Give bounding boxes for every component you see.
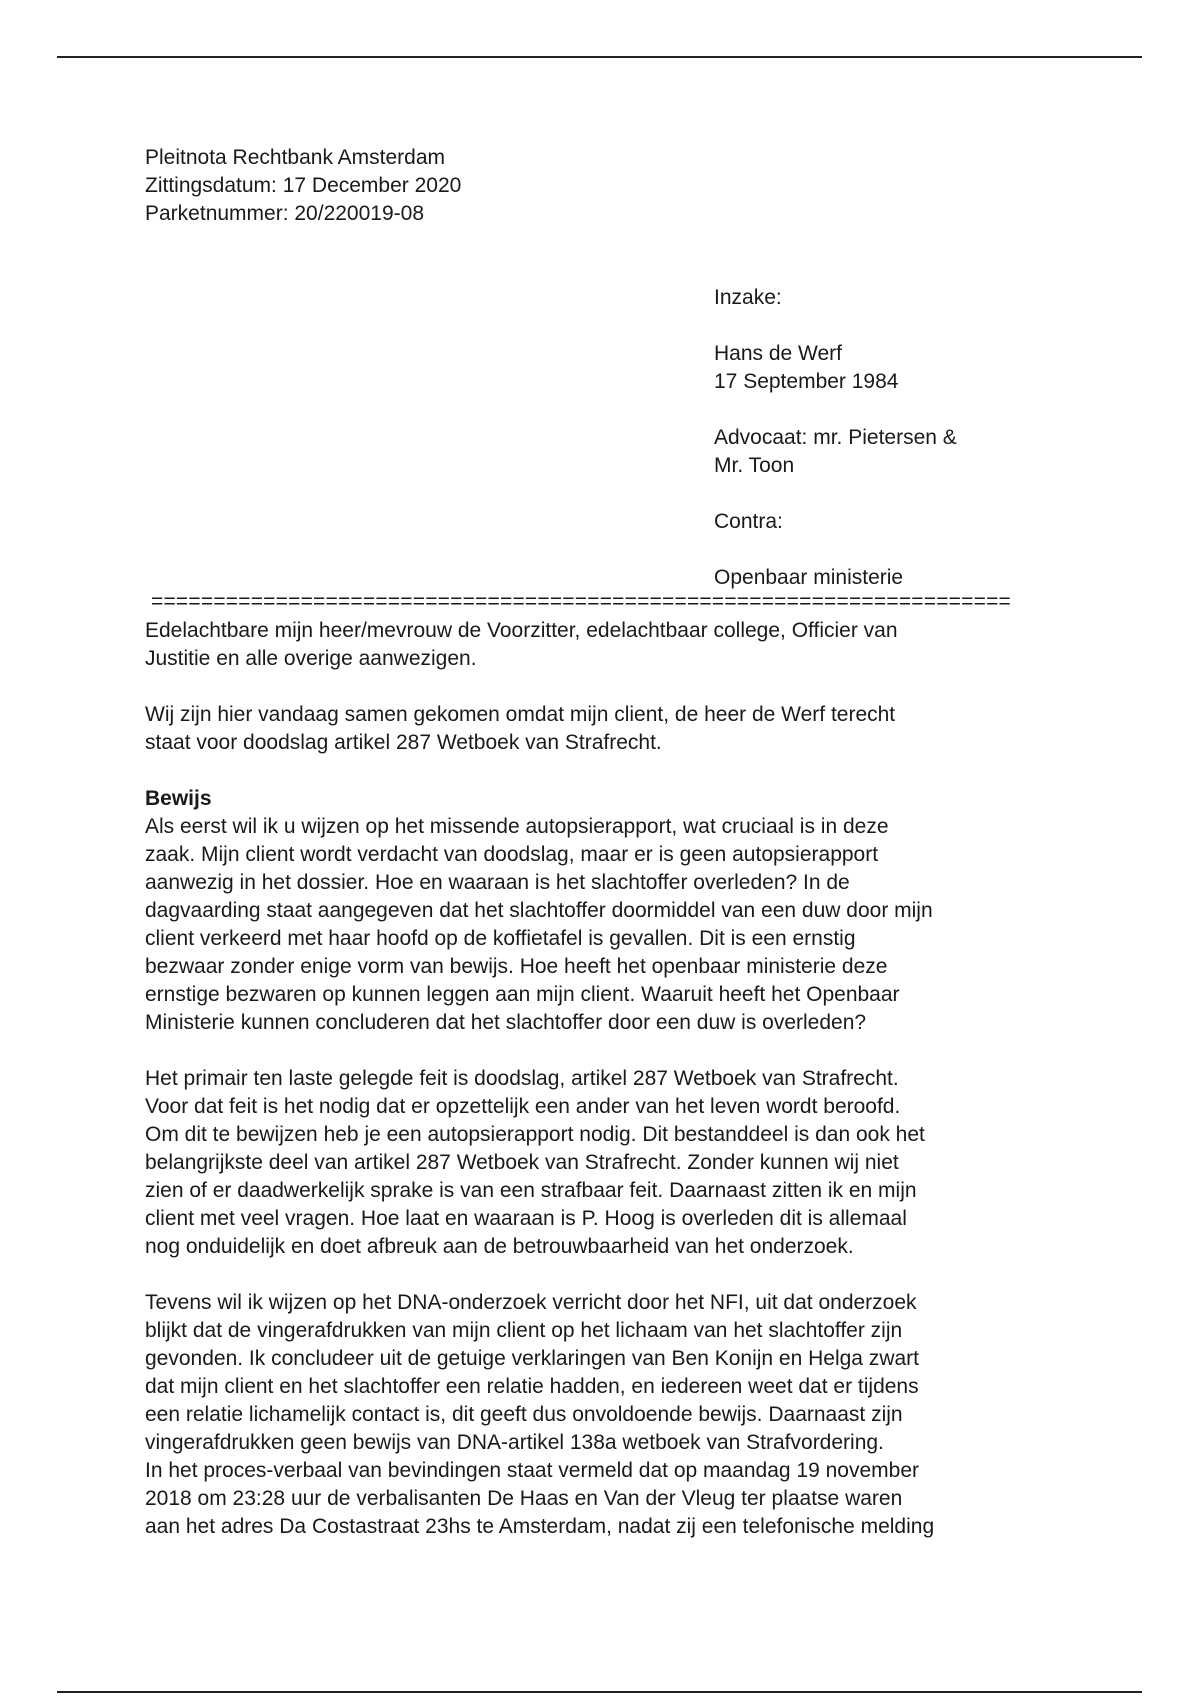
hearing-date: Zittingsdatum: 17 December 2020 bbox=[145, 174, 462, 197]
paragraph-dna: Tevens wil ik wijzen op het DNA-onderzoek verricht door het NFI, uit dat onderzoek blijkt dat de vingerafdrukken van mijn client op het lichaam van het slachtoffer zijn gevonden. Ik concludeer uit de getuige verklaringen van Ben Konijn en Helga zwart dat mijn client en het slachtoffer een relatie hadden, en iedereen weet dat er tijdens een relatie lichamelijk contact is, dit geeft dus onvoldoende bewijs. Daarnaast zijn vingerafdrukken geen bewijs van DNA-artikel 138a wetboek van Strafvordering. In het proces-verbaal van bevindingen staat vermeld dat op maandag 19 november 2018 om 23:28 uur de verbalisanten De Haas en Van der Vleug ter plaatse waren aan het adres Da Costastraat 23hs te Amsterdam, nadat zij een telefonische melding bbox=[145, 1291, 935, 1538]
top-rule bbox=[57, 56, 1142, 58]
paragraph-charge: Het primair ten laste gelegde feit is doodslag, artikel 287 Wetboek van Strafrecht. Voor dat feit is het nodig dat er opzettelijk een ander van het leven wordt beroofd. Om dit te bewijzen heb je een autopsierapport nodig. Dit bestanddeel is dan ook het belangrijkste deel van artikel 287 Wetboek van Strafrecht. Zonder kunnen wij niet zien of er daadwerkelijk sprake is van een strafbaar feit. Daarnaast zitten ik en mijn client met veel vragen. Hoe laat en waaraan is P. Hoog is overleden dit is allemaal nog onduidelijk en doet afbreuk aan de betrouwbaarheid van het onderzoek. bbox=[145, 1067, 925, 1258]
separator-line: ===================================================================== bbox=[151, 590, 1011, 613]
contra-label: Contra: bbox=[714, 510, 783, 533]
section-heading: Bewijs bbox=[145, 787, 212, 810]
opening-address: Edelachtbare mijn heer/mevrouw de Voorzitter, edelachtbaar college, Officier van Justitie en alle overige aanwezigen. bbox=[145, 619, 898, 670]
opposing-party: Openbaar ministerie bbox=[714, 566, 904, 589]
intro-paragraph: Wij zijn hier vandaag samen gekomen omdat mijn client, de heer de Werf terecht staat voor doodslag artikel 287 Wetboek van Strafrecht. bbox=[145, 703, 896, 754]
lawyer-line-1: Advocaat: mr. Pietersen & bbox=[714, 426, 957, 449]
case-number: Parketnummer: 20/220019-08 bbox=[145, 202, 424, 225]
parties-block bbox=[714, 284, 957, 592]
client-birthdate: 17 September 1984 bbox=[714, 370, 899, 393]
document-title: Pleitnota Rechtbank Amsterdam bbox=[145, 146, 445, 169]
bottom-rule bbox=[57, 1691, 1142, 1693]
lawyer-line-2: Mr. Toon bbox=[714, 454, 795, 477]
inzake-label: Inzake: bbox=[714, 286, 782, 309]
plea-body bbox=[145, 617, 1070, 1541]
client-name: Hans de Werf bbox=[714, 342, 842, 365]
document-header bbox=[145, 144, 461, 228]
paragraph-autopsy: Als eerst wil ik u wijzen op het missende autopsierapport, wat cruciaal is in deze zaak. Mijn client wordt verdacht van doodslag, maar er is geen autopsierapport aanwezig in het dossier. Hoe en waaraan is het slachtoffer overleden? In de dagvaarding staat aangegeven dat het slachtoffer doormiddel van een duw door mijn client verkeerd met haar hoofd op de koffietafel is gevallen. Dit is een ernstig bezwaar zonder enige vorm van bewijs. Hoe heeft het openbaar ministerie deze ernstige bezwaren op kunnen leggen aan mijn client. Waaruit heeft het Openbaar Ministerie kunnen concluderen dat het slachtoffer door een duw is overleden? bbox=[145, 815, 933, 1034]
